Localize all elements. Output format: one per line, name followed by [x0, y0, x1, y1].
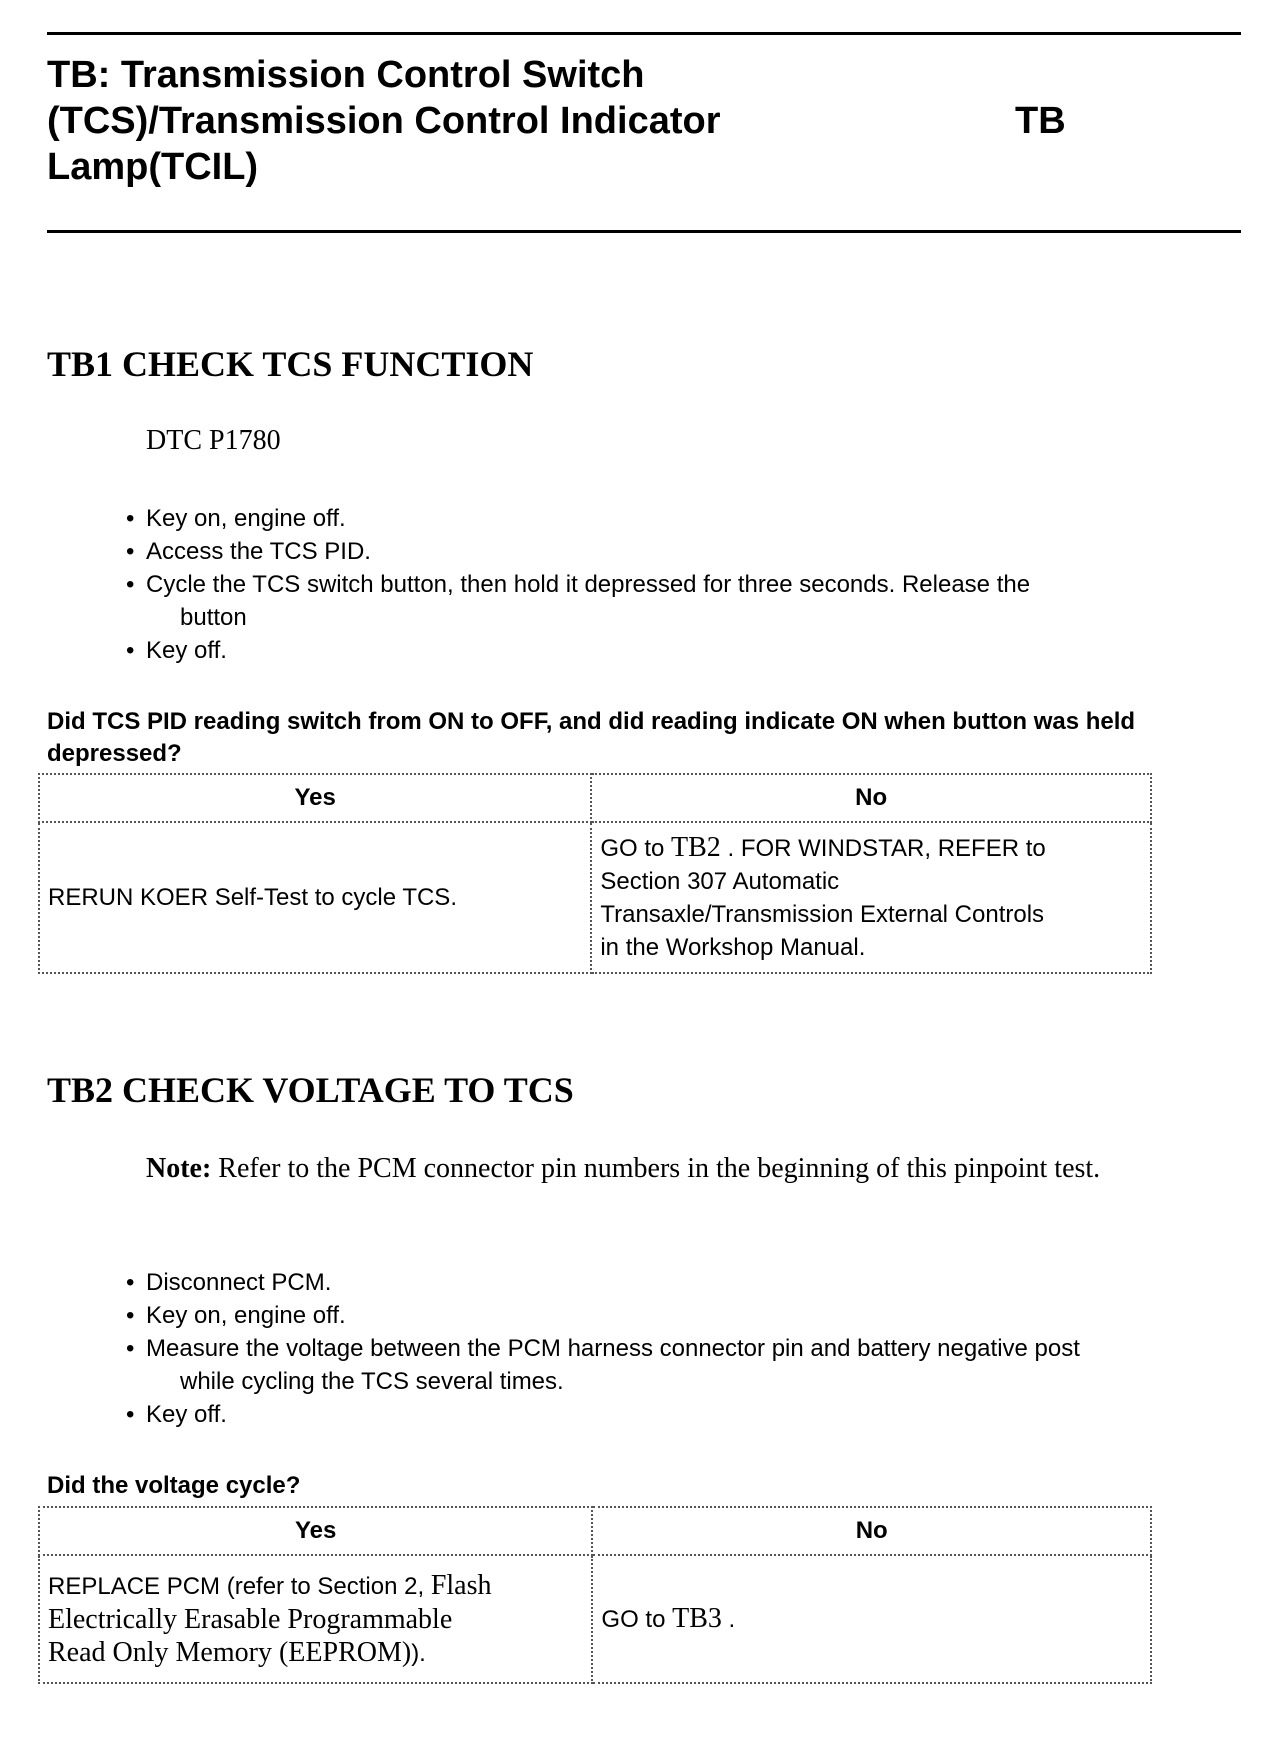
- yes-cell: [39, 1555, 592, 1683]
- tb1-question: Did TCS PID reading switch from ON to OFF, and did reading indicate ON when button was held depressed?: [47, 708, 1136, 767]
- no-action-line: Transaxle/Transmission External Controls: [600, 901, 1045, 928]
- yes-action-line: Electrically Erasable Programmable: [48, 1603, 453, 1635]
- table-row: [39, 822, 1151, 973]
- no-action-line: Section 307 Automatic: [600, 868, 840, 895]
- tb2-link[interactable]: TB2: [671, 832, 721, 863]
- tb1-result-table: [38, 773, 1152, 974]
- yes-column-header: Yes: [39, 774, 591, 822]
- table-header-row: [39, 1507, 1151, 1555]
- no-action-line: . FOR WINDSTAR, REFER to: [720, 835, 1046, 862]
- tb1-dtc: DTC P1780: [146, 425, 281, 456]
- no-column-header: No: [592, 1507, 1151, 1555]
- page-title-line: Lamp(TCIL): [47, 146, 259, 188]
- page-title-line: (TCS)/Transmission Control Indicator: [47, 100, 721, 142]
- tb2-note: [146, 1150, 1246, 1188]
- tb2-heading: TB2 CHECK VOLTAGE TO TCS: [47, 1070, 574, 1110]
- yes-action-line: Read Only Memory (EEPROM): [48, 1636, 412, 1668]
- no-action-prefix: GO to: [600, 835, 672, 862]
- list-item: [126, 1299, 1226, 1332]
- tb2-step-list: [126, 1266, 1226, 1431]
- no-action-line: in the Workshop Manual.: [600, 934, 866, 961]
- tb1-step-list: [126, 502, 1226, 667]
- yes-action-line: Flash: [430, 1569, 492, 1601]
- yes-cell: [39, 822, 591, 973]
- tb1-heading: TB1 CHECK TCS FUNCTION: [47, 344, 534, 384]
- yes-action-prefix: REPLACE PCM (refer to Section 2,: [48, 1572, 431, 1600]
- list-item: [126, 535, 1226, 568]
- note-text: Refer to the PCM connector pin numbers in the beginning of this pinpoint test.: [211, 1153, 1101, 1184]
- tb2-question: Did the voltage cycle?: [47, 1472, 301, 1499]
- list-item: [126, 502, 1226, 535]
- step-text: Disconnect PCM.: [146, 1269, 332, 1296]
- no-action-prefix: GO to: [601, 1606, 673, 1633]
- table-header-row: [39, 774, 1151, 822]
- page-title: [47, 52, 867, 190]
- table-row: [39, 1555, 1151, 1683]
- no-cell: [592, 1555, 1151, 1683]
- list-item: [126, 634, 1226, 667]
- step-text: Measure the voltage between the PCM harness connector pin and battery negative post: [146, 1335, 1080, 1362]
- list-item: [126, 1332, 1226, 1398]
- step-text-continuation: while cycling the TCS several times.: [180, 1368, 564, 1395]
- step-text: Cycle the TCS switch button, then hold it depressed for three seconds. Release the: [146, 571, 1031, 598]
- note-label: Note:: [146, 1153, 212, 1184]
- list-item: [126, 1266, 1226, 1299]
- tb2-result-table: [38, 1506, 1152, 1684]
- no-action-suffix: .: [721, 1606, 736, 1633]
- step-text: Key on, engine off.: [146, 1302, 346, 1329]
- page-title-line: TB: Transmission Control Switch: [47, 54, 645, 96]
- yes-column-header: Yes: [39, 1507, 592, 1555]
- step-text: Key off.: [146, 1401, 227, 1428]
- list-item: [126, 568, 1226, 634]
- section-code: TB: [1015, 100, 1066, 142]
- tb3-link[interactable]: TB3: [672, 1603, 722, 1634]
- list-item: [126, 1398, 1226, 1431]
- no-column-header: No: [591, 774, 1151, 822]
- no-cell: [591, 822, 1151, 973]
- yes-action-suffix: ).: [411, 1639, 426, 1667]
- top-rule: [47, 32, 1241, 35]
- step-text-continuation: button: [180, 604, 247, 631]
- yes-action: RERUN KOER Self-Test to cycle TCS.: [48, 884, 457, 911]
- step-text: Key on, engine off.: [146, 505, 346, 532]
- step-text: Access the TCS PID.: [146, 538, 371, 565]
- header-rule: [47, 230, 1241, 233]
- step-text: Key off.: [146, 637, 227, 664]
